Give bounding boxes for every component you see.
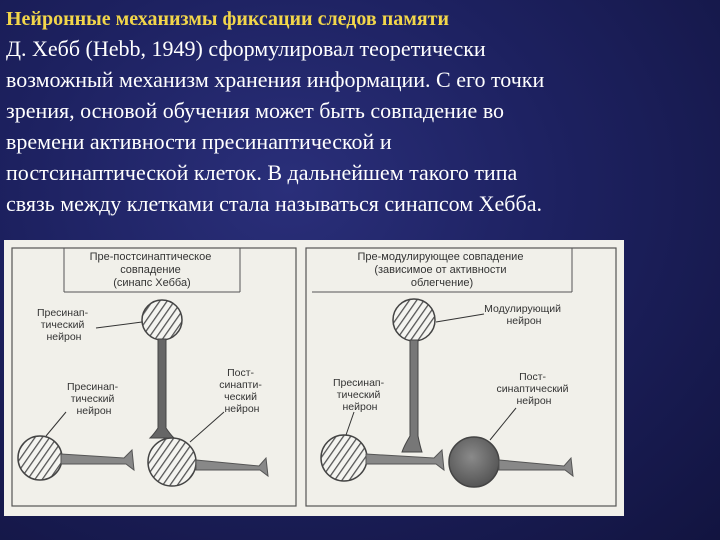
body-line: постсинаптической клеток. В дальнейшем такого типа (6, 160, 518, 185)
left-postsyn-neuron (148, 438, 196, 486)
right-pointer-presyn (346, 412, 354, 435)
body-line: возможный механизм хранения информации. С его точки (6, 67, 545, 92)
left-label-postsyn: Пост- синапти- ческий нейрон (219, 367, 262, 415)
body-line: зрения, основой обучения может быть совпадение во (6, 98, 505, 123)
body-line: времени активности пресинаптической и (6, 129, 392, 154)
left-presyn-top-axon (150, 339, 174, 438)
left-postsyn-axon (196, 458, 268, 476)
left-presyn-bottom-axon (61, 450, 134, 470)
right-label-postsyn: Пост- синаптический нейрон (496, 371, 569, 407)
right-pointer-postsyn (490, 408, 516, 440)
right-postsyn-axon (499, 458, 573, 476)
right-pointer-modulating (436, 314, 484, 322)
body-line: связь между клетками стала называться синапсом Хебба. (6, 191, 542, 216)
left-presyn-bottom-neuron (18, 436, 62, 480)
right-presyn-axon (366, 450, 444, 470)
right-presyn-neuron (321, 435, 367, 481)
left-pointer-presyn-bottom (46, 412, 66, 436)
left-pointer-postsyn (190, 412, 224, 442)
right-postsyn-neuron (449, 437, 499, 487)
right-label-presyn: Пресинап- тический нейрон (332, 377, 385, 413)
right-panel-title: Пре-модулирующее совпадение (зависимое от активности облегчение) (357, 251, 524, 289)
left-panel-title: Пре-постсинаптическое совпадение (синапс Хебба) (89, 251, 212, 289)
left-label-presyn-bottom: Пресинап- тический нейрон (66, 381, 119, 417)
slide-title: Нейронные механизмы фиксации следов памяти (6, 8, 450, 30)
neuron-diagram (4, 240, 624, 516)
right-label-modulating: Модулирующий нейрон (484, 303, 561, 327)
body-line: Д. Хебб (Hebb, 1949) сформулировал теоретически (6, 36, 486, 61)
left-presyn-top-neuron (142, 300, 182, 340)
left-label-presyn-top: Пресинап- тический нейрон (36, 307, 89, 343)
right-modulating-axon (402, 340, 422, 452)
left-pointer-presyn-top (96, 322, 142, 328)
right-modulating-neuron (393, 299, 435, 341)
neuron-diagram-figure (4, 240, 624, 516)
slide-body (6, 33, 718, 219)
